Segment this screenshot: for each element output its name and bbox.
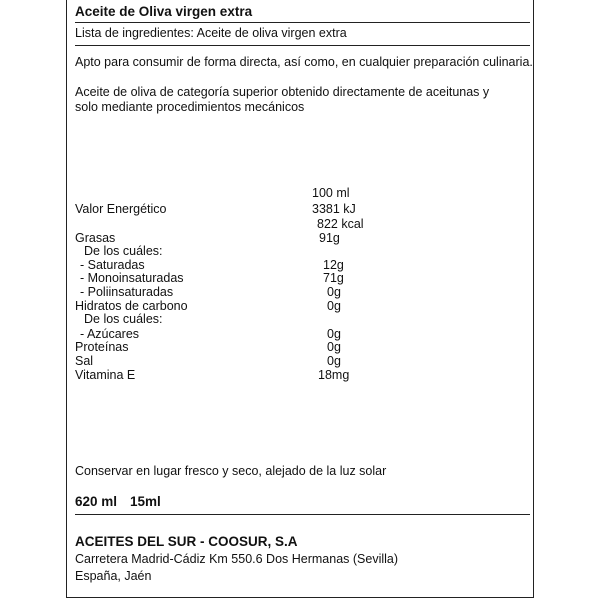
mono-value: 71g <box>323 271 344 285</box>
sugars-label: - Azúcares <box>80 327 140 341</box>
company-region: España, Jaén <box>75 569 152 583</box>
energy-kcal: 822 kcal <box>317 217 364 231</box>
storage-text: Conservar en lugar fresco y seco, alejado de la luz solar <box>75 464 387 478</box>
mono-label: - Monoinsaturadas <box>80 271 184 285</box>
volume-sub: 15ml <box>130 494 161 509</box>
saturated-label: - Saturadas <box>80 258 145 272</box>
nutrition-header: 100 ml <box>312 186 350 200</box>
saturated-value: 12g <box>323 258 344 272</box>
vitamin-value: 18mg <box>318 368 350 382</box>
energy-kj: 3381 kJ <box>312 202 356 216</box>
vitamin-label: Vitamina E <box>75 368 136 382</box>
company-address: Carretera Madrid-Cádiz Km 550.6 Dos Hermanas (Sevilla) <box>75 552 399 566</box>
description-text: Aceite de oliva de categoría superior obtenido directamente de aceitunas y solo mediante procedimientos mecánicos <box>75 85 490 114</box>
of-which-label: De los cuáles: <box>84 312 163 326</box>
volume-main: 620 ml <box>75 494 118 509</box>
carbs-label: Hidratos de carbono <box>75 299 188 313</box>
ingredients-text: Lista de ingredientes: Aceite de oliva virgen extra <box>75 26 347 40</box>
of-which-label: De los cuáles: <box>84 244 163 258</box>
fat-value: 91g <box>319 231 340 245</box>
protein-label: Proteínas <box>75 340 129 354</box>
usage-text: Apto para consumir de forma directa, así como, en cualquier preparación culinaria. <box>75 55 533 69</box>
salt-value: 0g <box>327 354 341 368</box>
carbs-value: 0g <box>327 299 341 313</box>
fat-label: Grasas <box>75 231 116 245</box>
divider <box>75 514 530 515</box>
protein-value: 0g <box>327 340 341 354</box>
divider <box>75 22 530 23</box>
energy-label: Valor Energético <box>75 202 167 216</box>
poly-label: - Poliinsaturadas <box>80 285 174 299</box>
salt-label: Sal <box>75 354 94 368</box>
sugars-value: 0g <box>327 327 341 341</box>
company-name: ACEITES DEL SUR - COOSUR, S.A <box>75 534 298 549</box>
product-title: Aceite de Oliva virgen extra <box>75 4 253 19</box>
poly-value: 0g <box>327 285 341 299</box>
divider <box>75 45 530 46</box>
